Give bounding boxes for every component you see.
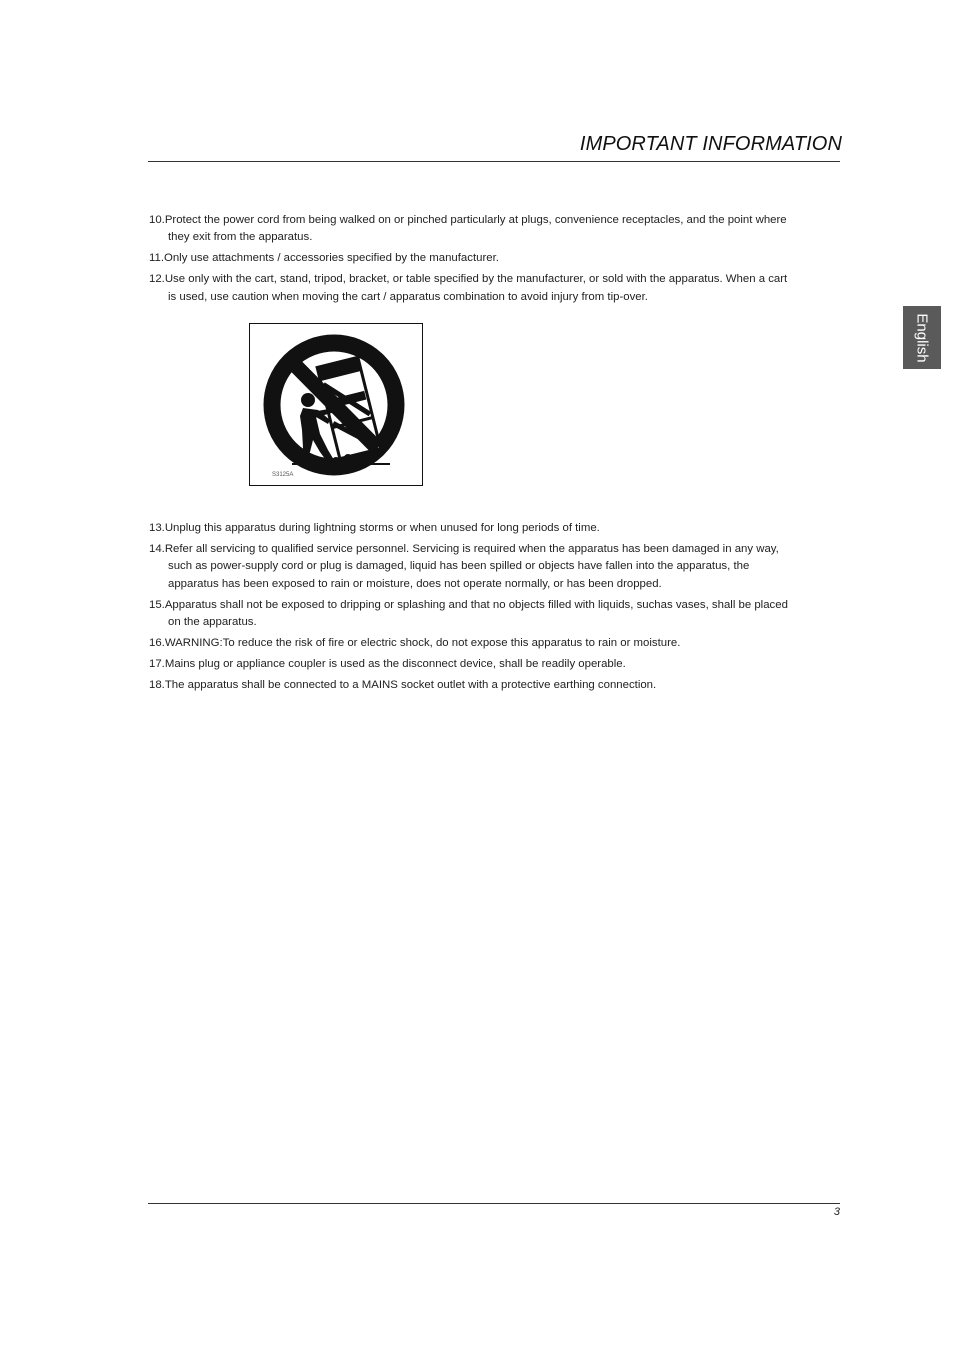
instruction-item: 14.Refer all servicing to qualified service personnel. Servicing is required when the apparatus has been damaged in any way, such as power-supply cord or plug is damaged, liquid has been spilled or objects have fallen into the apparatus, the apparatus has been exposed to rain or moisture, does not operate normally, or has been dropped. [149,543,779,590]
language-tab-label: English [913,312,931,363]
instruction-item: 18.The apparatus shall be connected to a MAINS socket outlet with a protective earthing connection. [149,679,657,692]
footer-divider [148,1203,840,1204]
cart-warning-figure [249,323,423,486]
header-divider [148,161,840,162]
instruction-item: 15.Apparatus shall not be exposed to dripping or splashing and that no objects filled with liquids, suchas vases, shall be placed on the apparatus. [149,598,788,629]
instruction-item: 17.Mains plug or appliance coupler is used as the disconnect device, shall be readily operable. [149,658,626,671]
instruction-list-bottom [149,520,789,698]
cart-tip-over-warning-icon [250,324,422,485]
instruction-item: 10.Protect the power cord from being walked on or pinched particularly at plugs, convenience receptacles, and the point where they exit from the apparatus. [149,214,787,244]
page-number: 3 [833,1206,840,1218]
instruction-item: 12.Use only with the cart, stand, tripod, bracket, or table specified by the manufacturer, or sold with the apparatus. When a cart is used, use caution when moving the cart / apparatus combination to avoid injury from tip-over. [149,273,788,303]
page-title: IMPORTANT INFORMATION [579,133,842,155]
language-tab [903,306,941,369]
instruction-list-top [149,212,789,310]
figure-code: S3125A [272,472,294,478]
instruction-item: 11.Only use attachments / accessories specified by the manufacturer. [149,252,499,265]
instruction-item: 13.Unplug this apparatus during lightning storms or when unused for long periods of time. [149,522,600,534]
instruction-item: 16.WARNING:To reduce the risk of fire or electric shock, do not expose this apparatus to rain or moisture. [149,637,681,650]
